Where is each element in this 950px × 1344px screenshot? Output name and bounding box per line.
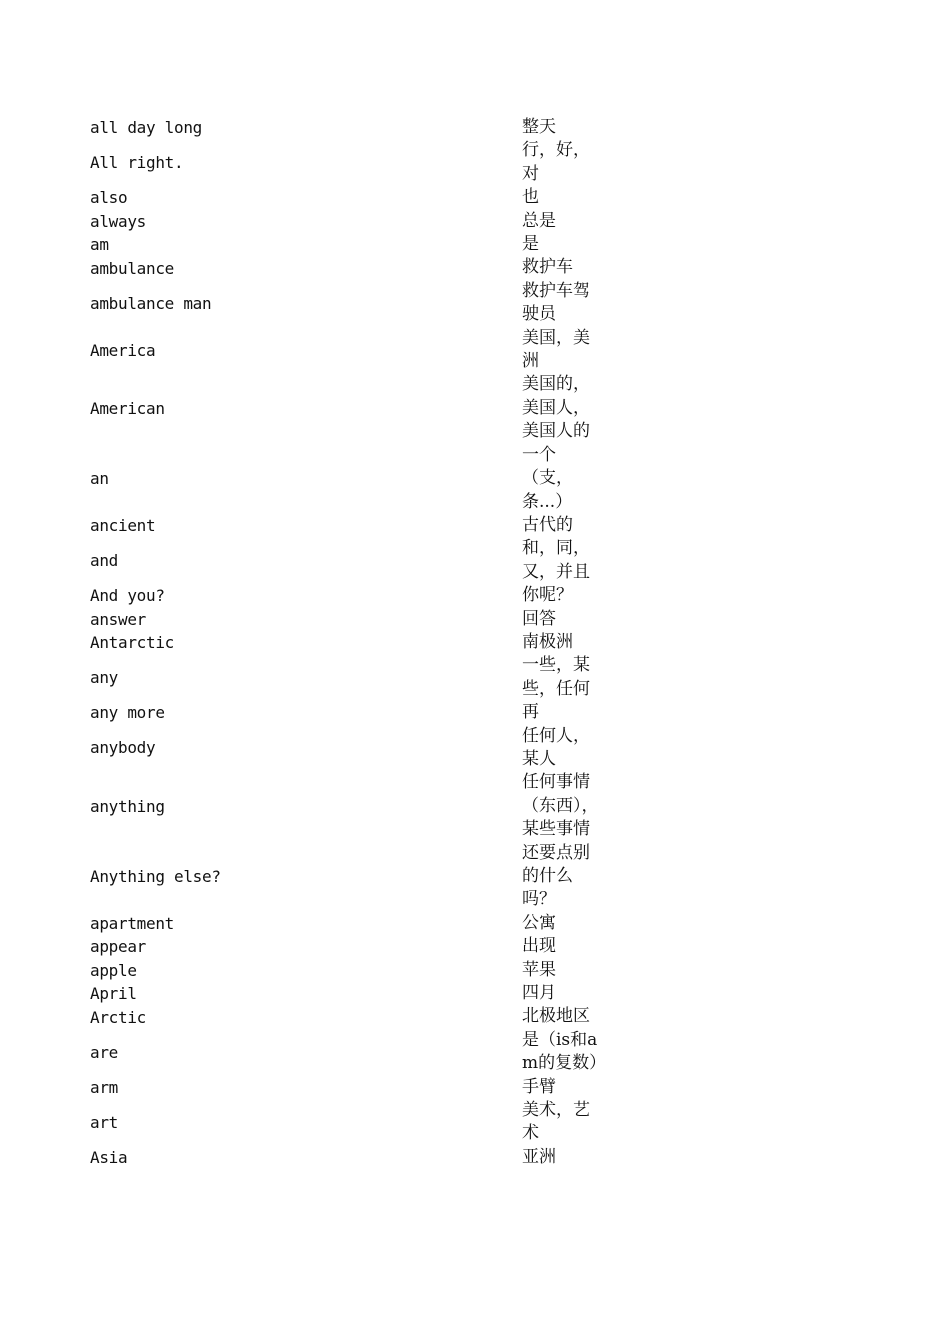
english-term: anything [90, 796, 165, 816]
english-term: art [90, 1112, 118, 1132]
vocab-row [90, 959, 602, 982]
vocab-row [90, 935, 602, 958]
english-term: ambulance man [90, 293, 212, 313]
vocab-row [90, 280, 602, 327]
english-term: Asia [90, 1148, 128, 1168]
vocab-row [90, 842, 602, 912]
vocab-row [90, 912, 602, 935]
english-term: Arctic [90, 1007, 146, 1027]
chinese-meaning: 任何人，某人 [522, 725, 590, 769]
chinese-meaning: 美国，美洲 [522, 327, 590, 372]
vocabulary-list [90, 116, 607, 1169]
chinese-meaning: 亚洲 [522, 1146, 556, 1167]
chinese-meaning: 公寓 [522, 912, 556, 933]
english-term: all day long [90, 118, 202, 138]
vocab-row [90, 1146, 602, 1169]
english-term: appear [90, 937, 146, 957]
english-term: any more [90, 703, 165, 723]
chinese-meaning: 再 [522, 702, 539, 723]
chinese-meaning: 美国的，美国人，美国人的 [522, 374, 590, 442]
chinese-meaning: 是 [522, 234, 539, 255]
vocab-row [90, 1005, 602, 1028]
vocabulary-table [90, 116, 607, 1169]
vocab-row [90, 771, 602, 841]
vocab-row [90, 584, 602, 607]
vocab-row [90, 982, 602, 1005]
vocab-row [90, 654, 602, 701]
vocab-row [90, 701, 602, 724]
english-term: am [90, 235, 109, 255]
english-term: apple [90, 960, 137, 980]
english-term: ancient [90, 516, 156, 536]
vocab-row [90, 537, 602, 584]
chinese-meaning: 行，好，对 [522, 140, 590, 184]
chinese-meaning: 美术，艺术 [522, 1100, 590, 1144]
english-term: and [90, 551, 118, 571]
vocab-row [90, 373, 602, 443]
chinese-meaning: 古代的 [522, 514, 573, 535]
english-term: ambulance [90, 258, 174, 278]
english-term: answer [90, 609, 146, 629]
english-term: American [90, 399, 165, 419]
vocab-row [90, 608, 602, 631]
english-term: Anything else? [90, 867, 221, 887]
vocab-row [90, 631, 602, 654]
english-term: are [90, 1042, 118, 1062]
english-term: arm [90, 1077, 118, 1097]
english-term: an [90, 469, 109, 489]
vocab-row [90, 210, 602, 233]
english-term: also [90, 188, 128, 208]
chinese-meaning: 整天 [522, 117, 556, 137]
vocab-row [90, 1029, 602, 1076]
english-term: anybody [90, 738, 156, 758]
english-term: apartment [90, 914, 174, 934]
english-term: always [90, 211, 146, 231]
english-term: April [90, 984, 137, 1004]
chinese-meaning: 还要点别的什么吗？ [522, 842, 590, 910]
vocab-row [90, 139, 602, 186]
chinese-meaning: 一些，某些，任何 [522, 655, 590, 699]
chinese-meaning: 也 [522, 187, 539, 208]
vocab-row [90, 116, 602, 139]
chinese-meaning: 四月 [522, 983, 556, 1004]
vocab-row [90, 514, 602, 537]
english-term: America [90, 340, 156, 360]
vocab-row [90, 233, 602, 256]
chinese-meaning: 苹果 [522, 959, 556, 980]
vocab-row [90, 444, 602, 514]
english-term: And you? [90, 586, 165, 606]
vocab-row [90, 186, 602, 209]
chinese-meaning: 南极洲 [522, 631, 573, 652]
chinese-meaning: 任何事情（东西），某些事情 [522, 772, 599, 840]
english-term: All right. [90, 153, 184, 173]
vocab-row [90, 327, 602, 374]
chinese-meaning: 北极地区 [522, 1006, 590, 1027]
chinese-meaning: 和，同，又，并且 [522, 538, 590, 582]
vocab-row [90, 1076, 602, 1099]
vocab-row [90, 256, 602, 279]
chinese-meaning: 你呢？ [522, 585, 573, 606]
chinese-meaning: 救护车 [522, 257, 573, 278]
vocab-row [90, 725, 602, 772]
english-term: Antarctic [90, 633, 174, 653]
chinese-meaning: 救护车驾驶员 [522, 280, 590, 325]
chinese-meaning: 出现 [522, 936, 556, 957]
chinese-meaning: 回答 [522, 608, 556, 629]
chinese-meaning: 一个（支，条...） [522, 444, 573, 512]
english-term: any [90, 668, 118, 688]
chinese-meaning: 手臂 [522, 1076, 556, 1097]
chinese-meaning: 总是 [522, 210, 556, 231]
vocab-row [90, 1099, 602, 1146]
chinese-meaning: 是（is和am的复数） [522, 1029, 607, 1074]
